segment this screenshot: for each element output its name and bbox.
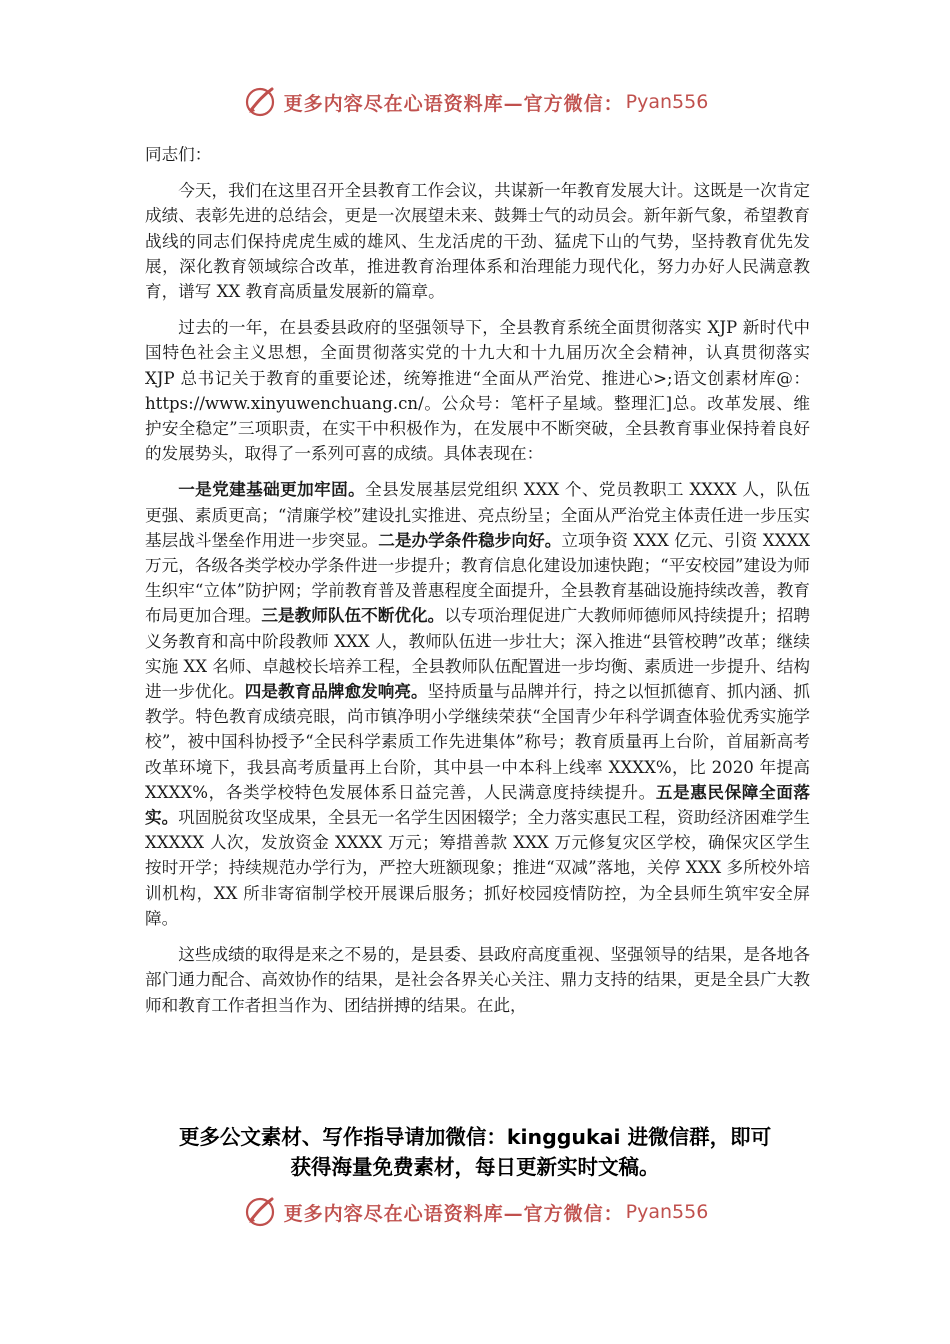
point-2-text: 立项争资 XXX 亿元、引资 XXXX 万元，各级各类学校办学条件进一步提升；教育信息化建设加速快跑；“平安校园”建设为师生织牢“立体”防护网；学前教育普及普惠程度全面提升，全县教育基础设施持续改善，教育布局更加合理。: [145, 530, 811, 626]
point-1-heading: 一是党建基础更加牢固。: [178, 480, 366, 500]
point-3-heading: 三是教师队伍不断优化。: [261, 606, 445, 626]
paragraph-2: 过去的一年，在县委县政府的坚强领导下，全县教育系统全面贯彻落实 XJP 新时代中国特色社会主义思想，全面贯彻落实党的十九大和十九届历次全会精神，认真贯彻落实 XJP 总书记关于教育的重要论述，统筹推进“全面从严治党、推进心>;语文创素材库@：https://www.xinyuwenchuang.cn/。公众号：笔杆子星域。整理汇]总。改革发展、维护安全稳定”三项职责，在实干中积极作为，在发展中不断突破，全县教育事业保持着良好的发展势头，取得了一系列可喜的成绩。具体表现在：: [145, 318, 810, 464]
paragraph-1: 今天，我们在这里召开全县教育工作会议，共谋新一年教育发展大计。这既是一次肯定成绩、表彰先进的总结会，更是一次展望未来、鼓舞士气的动员会。新年新气象，希望教育战线的同志们保持虎虎生威的雄风、生龙活虎的干劲、猛虎下山的气势，坚持教育优先发展，深化教育领域综合改革，推进教育治理体系和治理能力现代化，努力办好人民满意教育，谱写 XX 教育高质量发展新的篇章。: [145, 181, 810, 302]
paragraph-3: [145, 477, 810, 931]
footer-banner: [0, 1192, 950, 1232]
point-2-heading: 二是办学条件稳步向好。: [378, 530, 562, 550]
point-4-heading: 四是教育品牌愈发响亮。: [244, 682, 428, 702]
point-3-text: 以专项治理促进广大教师师德师风持续提升；招聘义务教育和高中阶段教师 XXX 人，教师队伍进一步壮大；深入推进“县管校聘”改革；继续实施 XX 名师、卓越校长培养工程，全县教师队伍配置进一步均衡、素质进一步提升、结构进一步优化。: [145, 606, 811, 702]
banner-text: 更多内容尽在心语资料库—官方微信：: [283, 92, 624, 115]
salutation: 同志们：: [145, 145, 212, 164]
banner-wechat-id: Pyan556: [625, 91, 709, 113]
paragraph-4: 这些成绩的取得是来之不易的，是县委、县政府高度重视、坚强领导的结果，是各地各部门通力配合、高效协作的结果，是社会各界关心关注、鼎力支持的结果，更是全县广大教师和教育工作者担当作为、团结拼搏的结果。在此，: [145, 945, 810, 1015]
point-5-heading: 五是惠民保障全面落实。: [145, 782, 810, 828]
point-4-text: 坚持质量与品牌并行，持之以恒抓德育、抓内涵、抓教学。特色教育成绩亮眼，尚市镇净明小学继续荣获“全国青少年科学调查体验优秀实施学校”，被中国科协授予“全民科学素质工作先进集体”称号；教育质量再上台阶，首届新高考改革环境下，我县高考质量再上台阶，其中县一中本科上线率 XXXX%，比 2020 年提高 XXXX%，各类学校特色发展体系日益完善，人民满意度持续提升。: [145, 682, 811, 802]
promo-line-2: 获得海量免费素材，每日更新实时文稿。: [290, 1155, 660, 1179]
point-1-text: 全县发展基层党组织 XXX 个、党员教职工 XXXX 人，队伍更强、素质更高；“清廉学校”建设扎实推进、亮点纷呈；全面从严治党主体责任进一步压实基层战斗堡垒作用进一步突显。: [145, 480, 810, 550]
banner-wechat-id: Pyan556: [625, 1201, 709, 1223]
brush-logo-icon: [242, 1194, 278, 1230]
header-banner: [0, 82, 950, 122]
document-body: [145, 142, 810, 1029]
banner-text: 更多内容尽在心语资料库—官方微信：: [283, 1202, 624, 1225]
point-5-text: 巩固脱贫攻坚成果，全县无一名学生因困辍学；全力落实惠民工程，资助经济困难学生 XXXXX 人次，发放资金 XXXX 万元；筹措善款 XXX 万元修复灾区学校，确保灾区学生按时开学；持续规范办学行为，严控大班额现象；推进“双减”落地，关停 XXX 多所校外培训机构，XX 所非寄宿制学校开展课后服务；抓好校园疫情防控，为全县师生筑牢安全屏障。: [145, 808, 811, 928]
promo-notice: [130, 1122, 820, 1182]
brush-logo-icon: [242, 84, 278, 120]
promo-line-1: 更多公文素材、写作指导请加微信：kinggukai 进微信群，即可: [178, 1125, 772, 1149]
